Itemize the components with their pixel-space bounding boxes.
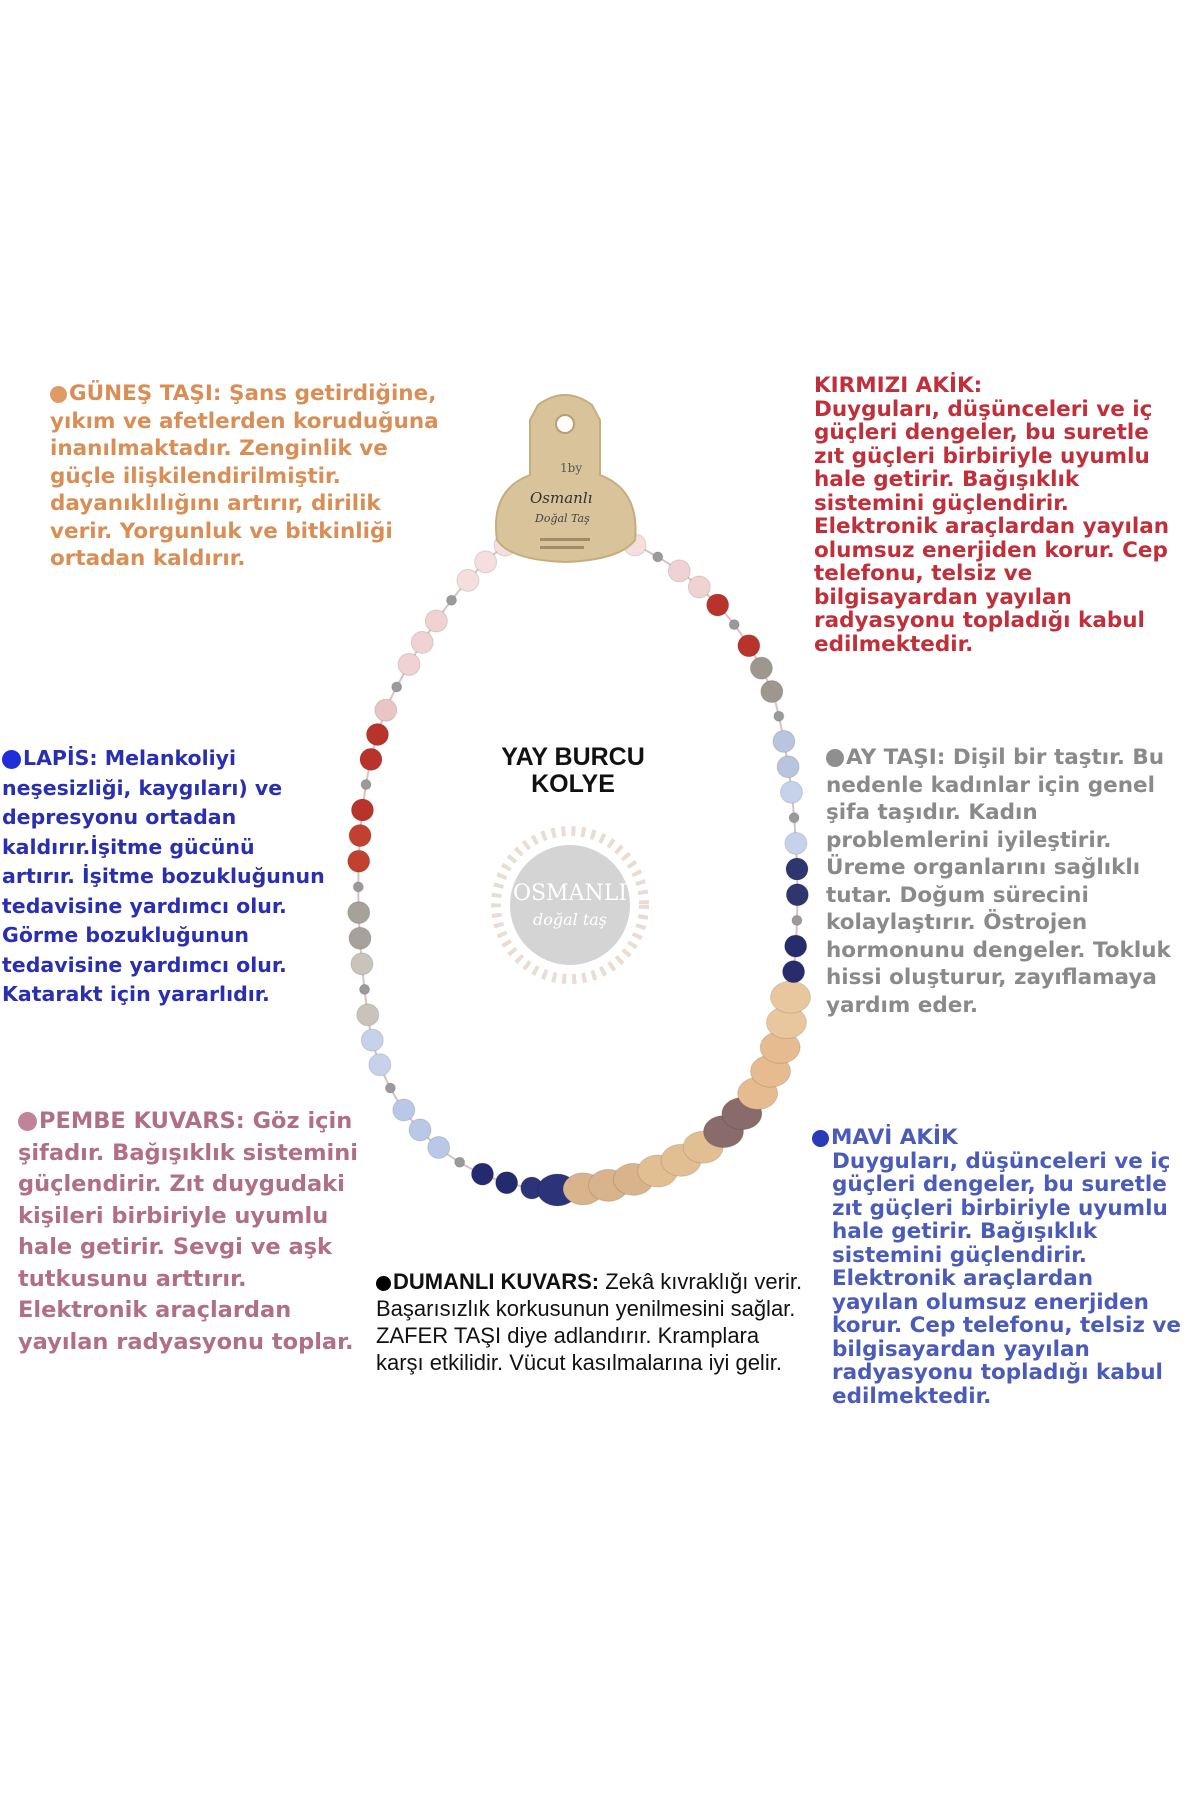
bead — [411, 631, 433, 653]
stone-mavi — [812, 1126, 1182, 1408]
bead — [348, 902, 370, 924]
bullet-icon — [50, 386, 67, 403]
stone-pembe-head: PEMBE KUVARS: — [39, 1108, 245, 1134]
bead — [348, 850, 370, 872]
watermark-line2: doğal taş — [532, 910, 608, 929]
stone-gunes-head: GÜNEŞ TAŞI: — [69, 381, 222, 406]
bead — [428, 1136, 450, 1158]
bead — [771, 981, 811, 1013]
bead — [761, 681, 783, 703]
bead — [351, 953, 373, 975]
bead — [475, 551, 497, 573]
bead — [409, 1119, 431, 1141]
bead — [653, 552, 663, 562]
bead — [786, 858, 808, 880]
bead — [349, 927, 371, 949]
stone-lapis-body: Melankoliyi neşesizliği, kaygıları) ve depresyonu ortadan kaldırır.İşitme gücünü artırır. İşitme bozukluğunun tedavisine yardımcı olur. Görme bozukluğunun tedavisine yardımcı olur. Katarakt için yararlıdır. — [2, 746, 325, 1006]
stone-dumanli-body: Zekâ kıvraklığı verir. Başarısızlık korkusunun yenilmesini sağlar. ZAFER TAŞI diye adlandırır. Kramplara karşı etkilidir. Vücut kasılmalarına iyi gelir. — [376, 1269, 803, 1375]
stone-lapis — [2, 744, 327, 1010]
watermark-logo — [496, 831, 644, 979]
bead — [357, 1004, 379, 1026]
stone-kirmizi-head: KIRMIZI AKİK: — [814, 373, 983, 398]
bead — [392, 682, 402, 692]
bead — [369, 1054, 391, 1076]
stone-kirmizi-body: Duyguları, düşünceleri ve iç güçleri dengeler, bu suretle zıt güçleri birbiriyle uyumlu hale getirir. Bağışıklık sistemini güçlendirir. Elektronik araçlardan yayılan olumsuz enerjiden korur. Cep telefonu, telsiz ve bilgisayardan yayılan radyasyonu topladığı kabul edilmektedir. — [814, 396, 1170, 657]
bead — [750, 657, 772, 679]
stone-pembe — [18, 1106, 358, 1358]
stone-gunes-body: Şans getirdiğine, yıkım ve afetlerden koruduğuna inanılmaktadır. Zenginlik ve güçle ilişkilendirilmiştir. dayanıklılığını artırır, dirilik verir. Yorgunluk ve bitkinliği ortadan kaldırır. — [50, 381, 439, 571]
bead — [455, 1157, 465, 1167]
bead — [707, 594, 729, 616]
tag-brand: Osmanlı — [530, 489, 593, 507]
watermark-line1: OSMANLI — [512, 881, 628, 906]
bead — [773, 730, 795, 752]
stone-dumanli-head: DUMANLI KUVARS: — [393, 1269, 600, 1294]
bead — [385, 1083, 395, 1093]
tag-code: 1by — [560, 461, 583, 475]
bead — [366, 723, 388, 745]
tag-sub: Doğal Taş — [535, 512, 590, 525]
bead — [375, 699, 397, 721]
bullet-icon — [826, 749, 844, 767]
stone-gunes — [50, 380, 440, 573]
bead — [783, 961, 805, 983]
bullet-icon — [812, 1130, 829, 1147]
stone-pembe-body: Göz için şifadır. Bağışıklık sistemini güçlendirir. Zıt duygudaki kişileri birbiriyle uyumlu hale getirir. Sevgi ve aşk tutkusunu arttırır. Elektronik araçlardan yayılan radyasyonu toplar. — [18, 1108, 359, 1355]
stone-mavi-head: MAVİ AKİK — [831, 1125, 958, 1150]
bead — [361, 1029, 383, 1051]
bead — [738, 635, 760, 657]
bead — [457, 569, 479, 591]
bead — [360, 984, 370, 994]
bead — [729, 620, 739, 630]
bead — [351, 799, 373, 821]
bead — [425, 610, 447, 632]
page-title — [458, 744, 688, 798]
stone-ay-head: AY TAŞI: — [846, 745, 946, 770]
bead — [398, 653, 420, 675]
bead — [688, 576, 710, 598]
stone-ay-body: Dişil bir taştır. Bu nedenle kadınlar için genel şifa taşıdır. Kadın problemlerini iyileştirir. Üreme organlarını sağlıklı tutar. Doğum sürecini kolaylaştırır. Östrojen hormonunu dengeler. Tokluk hissi oluşturur, zayıflamaya yardım eder. — [826, 745, 1171, 1018]
bead — [447, 595, 457, 605]
bead — [353, 882, 363, 892]
bead — [393, 1099, 415, 1121]
bead — [785, 832, 807, 854]
bead — [789, 813, 799, 823]
stone-mavi-body: Duyguları, düşünceleri ve iç güçleri dengeler, bu suretle zıt güçleri birbiriyle uyumlu hale getirir. Bağışıklık sistemini güçlendirir. Elektronik araçlardan yayılan olumsuz enerjiden korur. Cep telefonu, telsiz ve bilgisayardan yayılan radyasyonu topladığı kabul edilmektedir. — [832, 1148, 1182, 1409]
bead — [349, 825, 371, 847]
bead — [785, 935, 807, 957]
bead — [668, 560, 690, 582]
bead — [777, 756, 799, 778]
title-line2: KOLYE — [531, 770, 615, 798]
bullet-icon — [18, 1112, 37, 1131]
stone-dumanli — [376, 1268, 806, 1376]
bead — [361, 780, 371, 790]
title-line1: YAY BURCU — [501, 743, 645, 771]
bead — [780, 781, 802, 803]
stone-lapis-head: LAPİS: — [23, 746, 98, 770]
bead — [471, 1163, 493, 1185]
bead — [774, 711, 784, 721]
stone-kirmizi — [814, 374, 1174, 656]
bead — [792, 915, 802, 925]
bullet-icon — [2, 750, 21, 769]
bullet-icon — [376, 1276, 391, 1291]
stone-ay — [826, 744, 1186, 1019]
bead — [360, 748, 382, 770]
brand-tag — [496, 395, 636, 562]
bead — [496, 1172, 518, 1194]
bead — [786, 884, 808, 906]
